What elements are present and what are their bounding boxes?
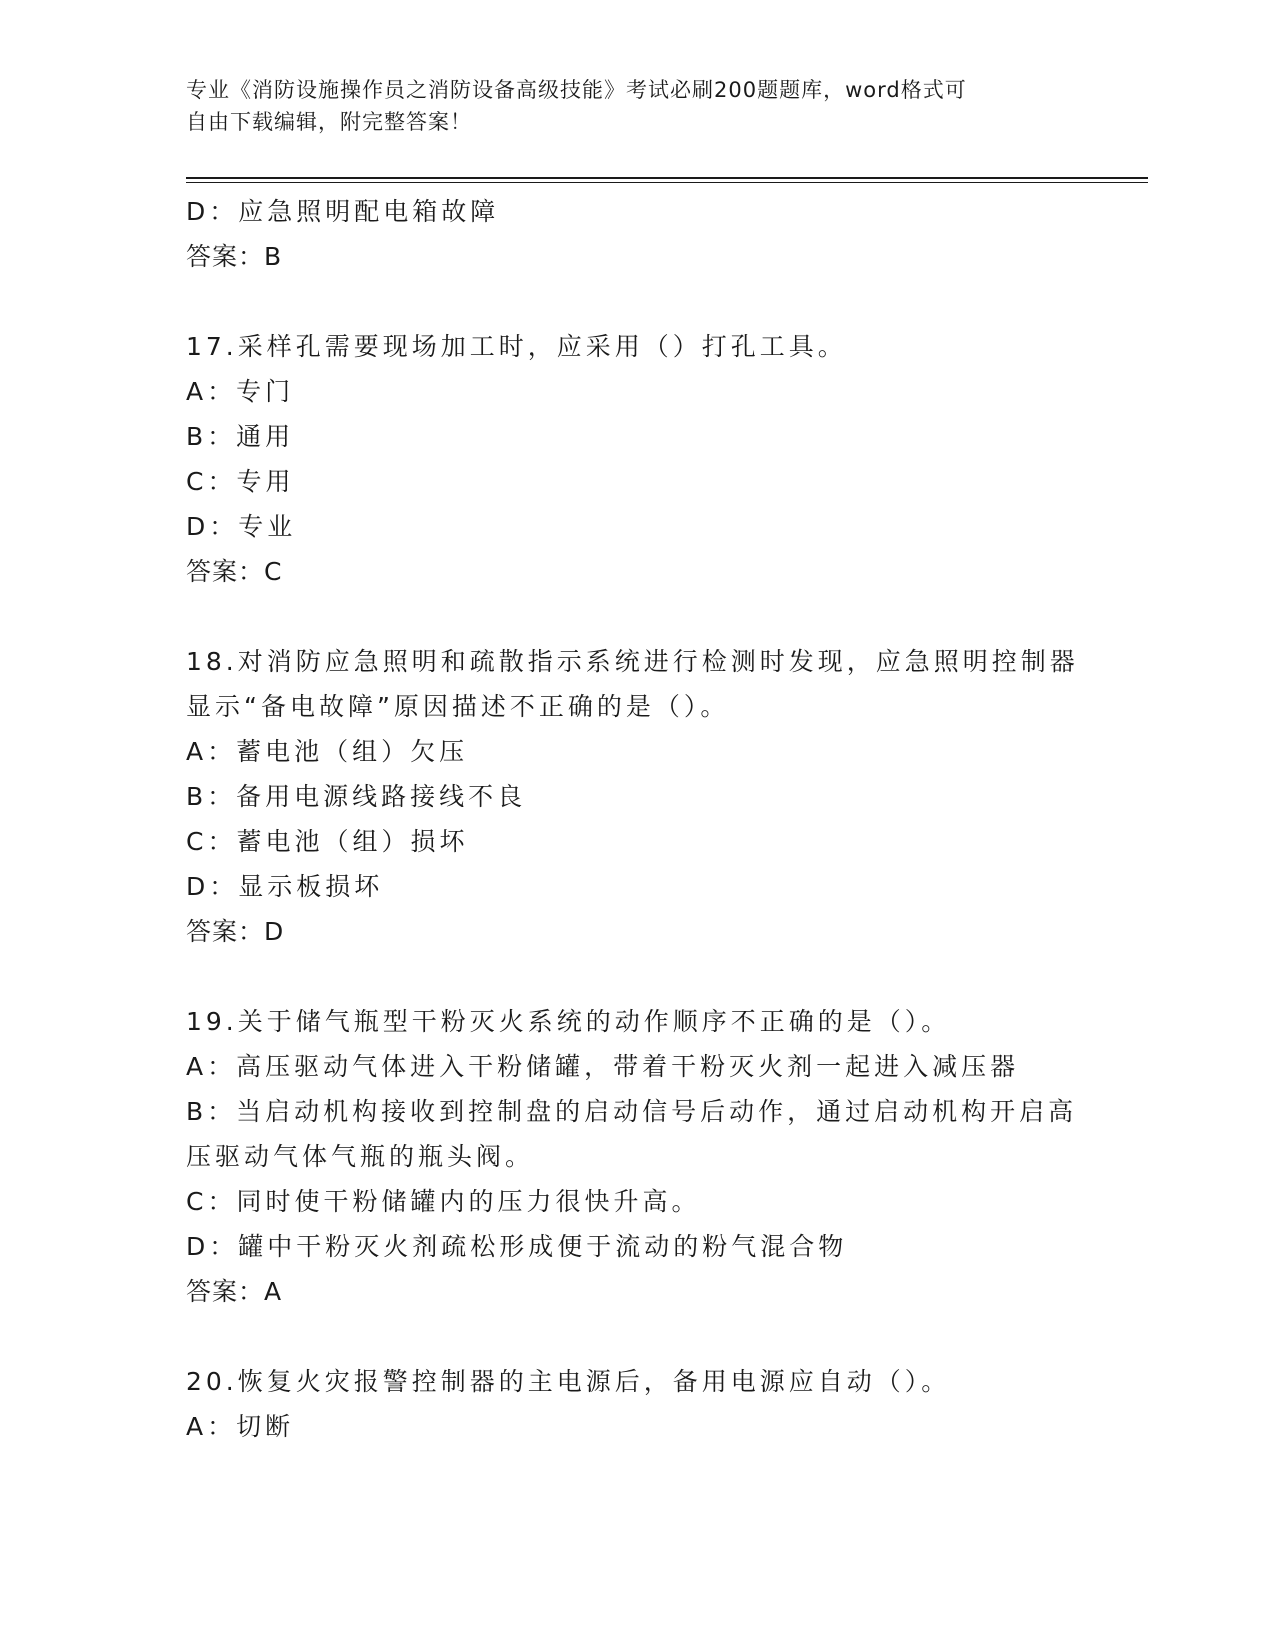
- q18-question-line-2: 显示“备电故障”原因描述不正确的是（）。: [186, 692, 730, 721]
- q20-question: 20.恢复火灾报警控制器的主电源后，备用电源应自动（）。: [186, 1367, 951, 1396]
- q18-option-b: B：备用电源线路接线不良: [186, 782, 527, 811]
- q18-option-a: A：蓄电池（组）欠压: [186, 737, 469, 766]
- q19-option-b-line-2: 压驱动气体气瓶的瓶头阀。: [186, 1142, 535, 1171]
- q17-option-a: A：专门: [186, 377, 295, 406]
- header-divider-thin: [186, 182, 1148, 183]
- q19-option-d: D：罐中干粉灭火剂疏松形成便于流动的粉气混合物: [186, 1232, 848, 1261]
- spacer: [186, 954, 1086, 999]
- q18-option-c: C：蓄电池（组）损坏: [186, 827, 469, 856]
- document-header: [186, 74, 1066, 138]
- q20-option-a: A：切断: [186, 1412, 295, 1441]
- prev-option-d: D：应急照明配电箱故障: [186, 197, 500, 226]
- spacer: [186, 279, 1086, 324]
- q18-option-d: D：显示板损坏: [186, 872, 384, 901]
- q17-option-c: C：专用: [186, 467, 295, 496]
- spacer: [186, 594, 1086, 639]
- header-line-1: 专业《消防设施操作员之消防设备高级技能》考试必刷200题题库，word格式可: [186, 78, 967, 102]
- q17-question: 17.采样孔需要现场加工时，应采用（）打孔工具。: [186, 332, 847, 361]
- spacer: [186, 1314, 1086, 1359]
- q19-question: 19.关于储气瓶型干粉灭火系统的动作顺序不正确的是（）。: [186, 1007, 951, 1036]
- header-divider-thick: [186, 177, 1148, 179]
- q19-answer: 答案：A: [186, 1277, 283, 1306]
- q19-option-a: A：高压驱动气体进入干粉储罐，带着干粉灭火剂一起进入减压器: [186, 1052, 1020, 1081]
- q19-option-c: C：同时使干粉储罐内的压力很快升高。: [186, 1187, 701, 1216]
- q18-answer: 答案：D: [186, 917, 285, 946]
- q18-question-line-1: 18.对消防应急照明和疏散指示系统进行检测时发现，应急照明控制器: [186, 647, 1079, 676]
- q17-option-b: B：通用: [186, 422, 295, 451]
- question-content: [186, 189, 1086, 1449]
- q19-option-b-line-1: B：当启动机构接收到控制盘的启动信号后动作，通过启动机构开启高: [186, 1097, 1078, 1126]
- q17-option-d: D：专业: [186, 512, 297, 541]
- q17-answer: 答案：C: [186, 557, 283, 586]
- header-line-2: 自由下载编辑，附完整答案！: [186, 110, 472, 134]
- prev-answer: 答案：B: [186, 242, 283, 271]
